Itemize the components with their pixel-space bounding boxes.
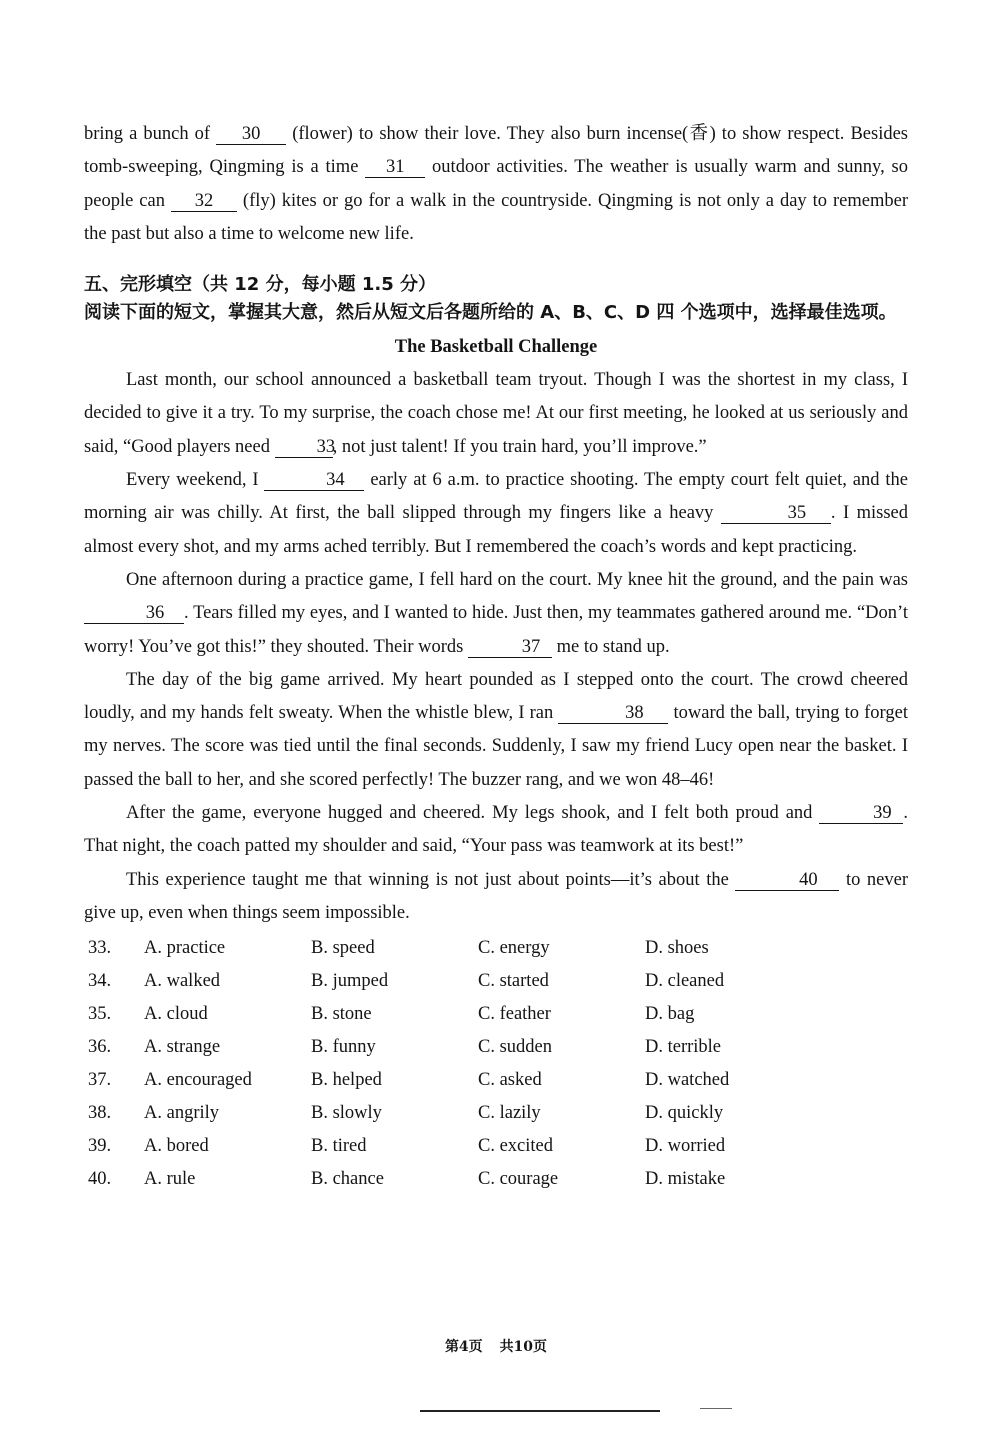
passage-title: The Basketball Challenge: [394, 337, 598, 358]
option-b: B. stone: [311, 1004, 372, 1025]
option-a: A. practice: [144, 938, 226, 959]
blank-34: 34: [264, 470, 364, 491]
blank-39: 39: [819, 803, 903, 824]
bottom-rule-short: [700, 1408, 732, 1409]
option-c: C. courage: [478, 1169, 559, 1190]
blank-31: 31: [365, 157, 425, 178]
passage-paragraph-5: After the game, everyone hugged and cheered. My legs shook, and I felt both proud and 39 . That night, the coach patted my shoulder and said, “Your pass was teamwork at its best!”: [84, 803, 908, 857]
question-number: 36.: [88, 1037, 112, 1058]
option-row-35: [84, 998, 908, 1031]
option-d: D. worried: [645, 1136, 726, 1157]
option-b: B. jumped: [311, 971, 389, 992]
option-a: A. rule: [144, 1169, 196, 1190]
option-b: B. chance: [311, 1169, 384, 1190]
option-b: B. tired: [311, 1136, 367, 1157]
option-a: A. encouraged: [144, 1070, 252, 1091]
option-c: C. started: [478, 971, 549, 992]
question-number: 38.: [88, 1103, 112, 1124]
passage-paragraph-4: The day of the big game arrived. My heart pounded as I stepped onto the court. The crowd cheered loudly, and my hands felt sweaty. When the whistle blew, I ran 38 toward the ball, trying to forget my nerves. The score was tied until the final seconds. Suddenly, I saw my friend Lucy open near the basket. I passed the ball to her, and she scored perfectly! The buzzer rang, and we won 48–46!: [84, 669, 908, 790]
question-number: 37.: [88, 1070, 112, 1091]
blank-40: 40: [735, 870, 839, 891]
section-title: 五、完形填空（共 12 分，每小题 1.5 分）: [84, 274, 437, 296]
question-number: 39.: [88, 1136, 112, 1157]
option-a: A. angrily: [144, 1103, 220, 1124]
option-b: B. slowly: [311, 1103, 382, 1124]
page-number: 第4页: [444, 1339, 483, 1355]
question-number: 34.: [88, 971, 112, 992]
option-b: B. speed: [311, 938, 375, 959]
question-number: 40.: [88, 1169, 112, 1190]
options-list: [84, 932, 908, 1196]
passage-paragraph-1: Last month, our school announced a basketball team tryout. Though I was the shortest in my class, I decided to give it a try. To my surprise, the coach chose me! At our first meeting, he looked at us seriously and said, “Good players need 33, not just talent! If you train hard, you’ll improve.”: [84, 370, 908, 457]
blank-36: 36: [84, 603, 184, 624]
option-d: D. quickly: [645, 1103, 724, 1124]
option-a: A. bored: [144, 1136, 209, 1157]
option-d: D. terrible: [645, 1037, 722, 1058]
blank-35: 35: [721, 503, 831, 524]
page-total: 共10页: [499, 1339, 548, 1355]
option-row-39: [84, 1130, 908, 1163]
blank-30: 30: [216, 124, 286, 145]
option-row-40: [84, 1163, 908, 1196]
option-row-37: [84, 1064, 908, 1097]
option-row-36: [84, 1031, 908, 1064]
page-footer: [0, 1336, 992, 1356]
blank-32: 32: [171, 191, 237, 212]
option-a: A. strange: [144, 1037, 221, 1058]
option-d: D. mistake: [645, 1169, 726, 1190]
blank-38: 38: [558, 703, 668, 724]
option-c: C. sudden: [478, 1037, 552, 1058]
option-c: C. energy: [478, 938, 550, 959]
option-row-33: [84, 932, 908, 965]
option-d: D. cleaned: [645, 971, 725, 992]
option-row-34: [84, 965, 908, 998]
section-instruction: 阅读下面的短文，掌握其大意，然后从短文后各题所给的 A、B、C、D 四 个选项中，选择最佳选项。: [84, 302, 897, 324]
option-c: C. feather: [478, 1004, 551, 1025]
option-d: D. watched: [645, 1070, 730, 1091]
question-number: 33.: [88, 938, 112, 959]
blank-33: 33: [275, 437, 333, 458]
option-d: D. shoes: [645, 938, 709, 959]
question-number: 35.: [88, 1004, 112, 1025]
option-d: D. bag: [645, 1004, 695, 1025]
option-c: C. lazily: [478, 1103, 541, 1124]
option-row-38: [84, 1097, 908, 1130]
option-a: A. walked: [144, 971, 221, 992]
passage-paragraph-3: One afternoon during a practice game, I fell hard on the court. My knee hit the ground, and the pain was 36 . Tears filled my eyes, and I wanted to hide. Just then, my teammates gathered around me. “Don’t worry! You’ve got this!” they shouted. Their words 37 me to stand up.: [84, 569, 908, 657]
top-paragraph: bring a bunch of 30 (flower) to show their love. They also burn incense(香) to show respect. Besides tomb-sweeping, Qingming is a time 31 outdoor activities. The weather is usually warm and sunny, so people can 32 (fly) kites or go for a walk in the countryside. Qingming is not only a day to remember the past but also a time to welcome new life.: [84, 124, 909, 244]
exam-page: [84, 118, 908, 1196]
option-c: C. excited: [478, 1136, 554, 1157]
bottom-rule: [420, 1410, 660, 1412]
option-b: B. funny: [311, 1037, 376, 1058]
passage-paragraph-2: Every weekend, I 34 early at 6 a.m. to practice shooting. The empty court felt quiet, and the morning air was chilly. At first, the ball slipped through my fingers like a heavy 35 . I missed almost every shot, and my arms ached terribly. But I remembered the coach’s words and kept practicing.: [84, 470, 909, 557]
option-b: B. helped: [311, 1070, 382, 1091]
option-a: A. cloud: [144, 1004, 208, 1025]
passage-paragraph-6: This experience taught me that winning is not just about points—it’s about the 40 to never give up, even when things seem impossible.: [84, 869, 908, 923]
option-c: C. asked: [478, 1070, 542, 1091]
blank-37: 37: [468, 637, 552, 658]
